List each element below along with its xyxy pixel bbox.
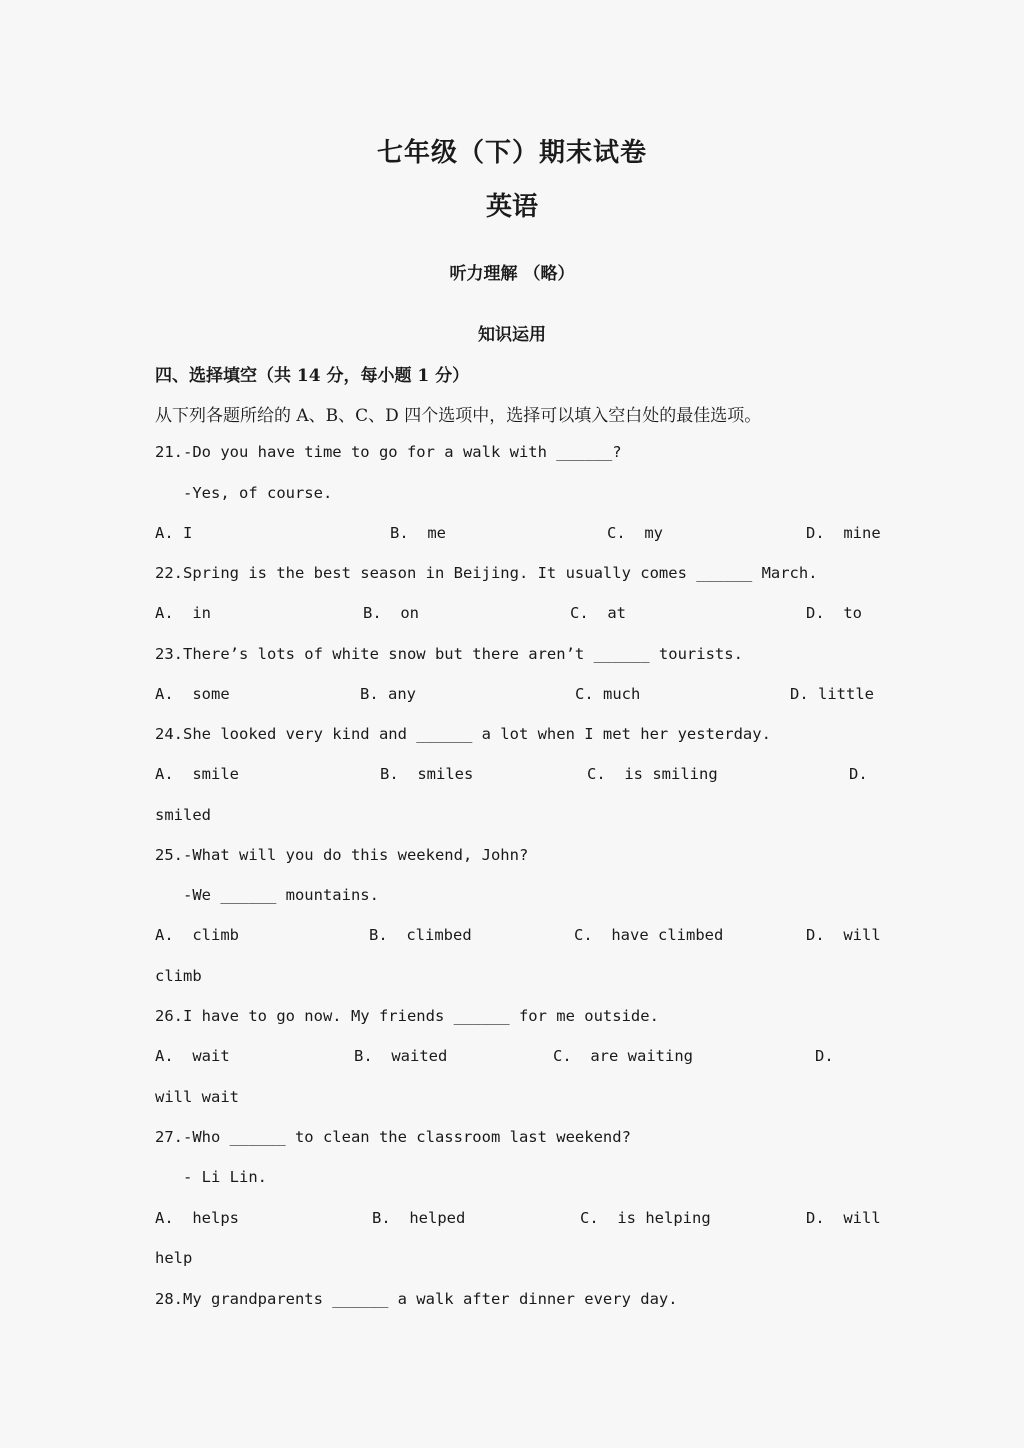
- q22-option-d: D. to: [806, 604, 862, 622]
- q25-option-d: D. will: [806, 926, 881, 944]
- q22-option-a: A. in: [155, 604, 211, 622]
- exam-title: 七年级（下）期末试卷: [376, 138, 647, 168]
- listening-heading: 听力理解 （略）: [449, 264, 575, 284]
- q26-option-a: A. wait: [155, 1047, 230, 1065]
- q27-option-d: D. will: [806, 1209, 881, 1227]
- q23-option-a: A. some: [155, 685, 230, 703]
- question-27: 27.-Who ______ to clean the classroom last weekend?: [155, 1128, 631, 1146]
- question-28: 28.My grandparents ______ a walk after dinner every day.: [155, 1290, 678, 1308]
- q22-option-c: C. at: [570, 604, 626, 622]
- question-24: 24.She looked very kind and ______ a lot when I met her yesterday.: [155, 725, 771, 743]
- subject-title: 英语: [485, 192, 538, 222]
- question-21-answer: -Yes, of course.: [155, 484, 333, 502]
- knowledge-heading: 知识运用: [478, 325, 546, 345]
- q27-option-d-wrap: help: [155, 1249, 193, 1267]
- q26-option-d: D.: [815, 1047, 834, 1065]
- question-23: 23.There’s lots of white snow but there aren’t ______ tourists.: [155, 645, 743, 663]
- q27-option-b: B. helped: [372, 1209, 466, 1227]
- q24-option-d: D.: [849, 765, 868, 783]
- q25-option-a: A. climb: [155, 926, 239, 944]
- q24-option-a: A. smile: [155, 765, 239, 783]
- q21-option-a: A. I: [155, 524, 193, 542]
- question-22: 22.Spring is the best season in Beijing. It usually comes ______ March.: [155, 564, 818, 582]
- q21-option-d: D. mine: [806, 524, 881, 542]
- q23-option-d: D. little: [790, 685, 874, 703]
- q25-option-c: C. have climbed: [574, 926, 724, 944]
- q23-option-b: B. any: [360, 685, 416, 703]
- q27-option-c: C. is helping: [580, 1209, 711, 1227]
- question-21: 21.-Do you have time to go for a walk with ______?: [155, 443, 622, 461]
- q27-option-a: A. helps: [155, 1209, 239, 1227]
- section-instruction: 从下列各题所给的 A、B、C、D 四个选项中，选择可以填入空白处的最佳选项。: [155, 406, 762, 426]
- q24-option-c: C. is smiling: [587, 765, 718, 783]
- q24-option-b: B. smiles: [380, 765, 474, 783]
- q26-option-d-wrap: will wait: [155, 1088, 239, 1106]
- q24-option-d-wrap: smiled: [155, 806, 211, 824]
- question-26: 26.I have to go now. My friends ______ for me outside.: [155, 1007, 659, 1025]
- question-25: 25.-What will you do this weekend, John?: [155, 846, 529, 864]
- q26-option-b: B. waited: [354, 1047, 448, 1065]
- section-heading: 四、选择填空（共 14 分，每小题 1 分）: [155, 366, 470, 386]
- q25-option-b: B. climbed: [369, 926, 472, 944]
- q25-option-d-wrap: climb: [155, 967, 202, 985]
- q21-option-c: C. my: [607, 524, 663, 542]
- question-25-answer: -We ______ mountains.: [155, 886, 379, 904]
- q21-option-b: B. me: [390, 524, 446, 542]
- q23-option-c: C. much: [575, 685, 641, 703]
- q22-option-b: B. on: [363, 604, 419, 622]
- q26-option-c: C. are waiting: [553, 1047, 693, 1065]
- question-27-answer: - Li Lin.: [155, 1168, 267, 1186]
